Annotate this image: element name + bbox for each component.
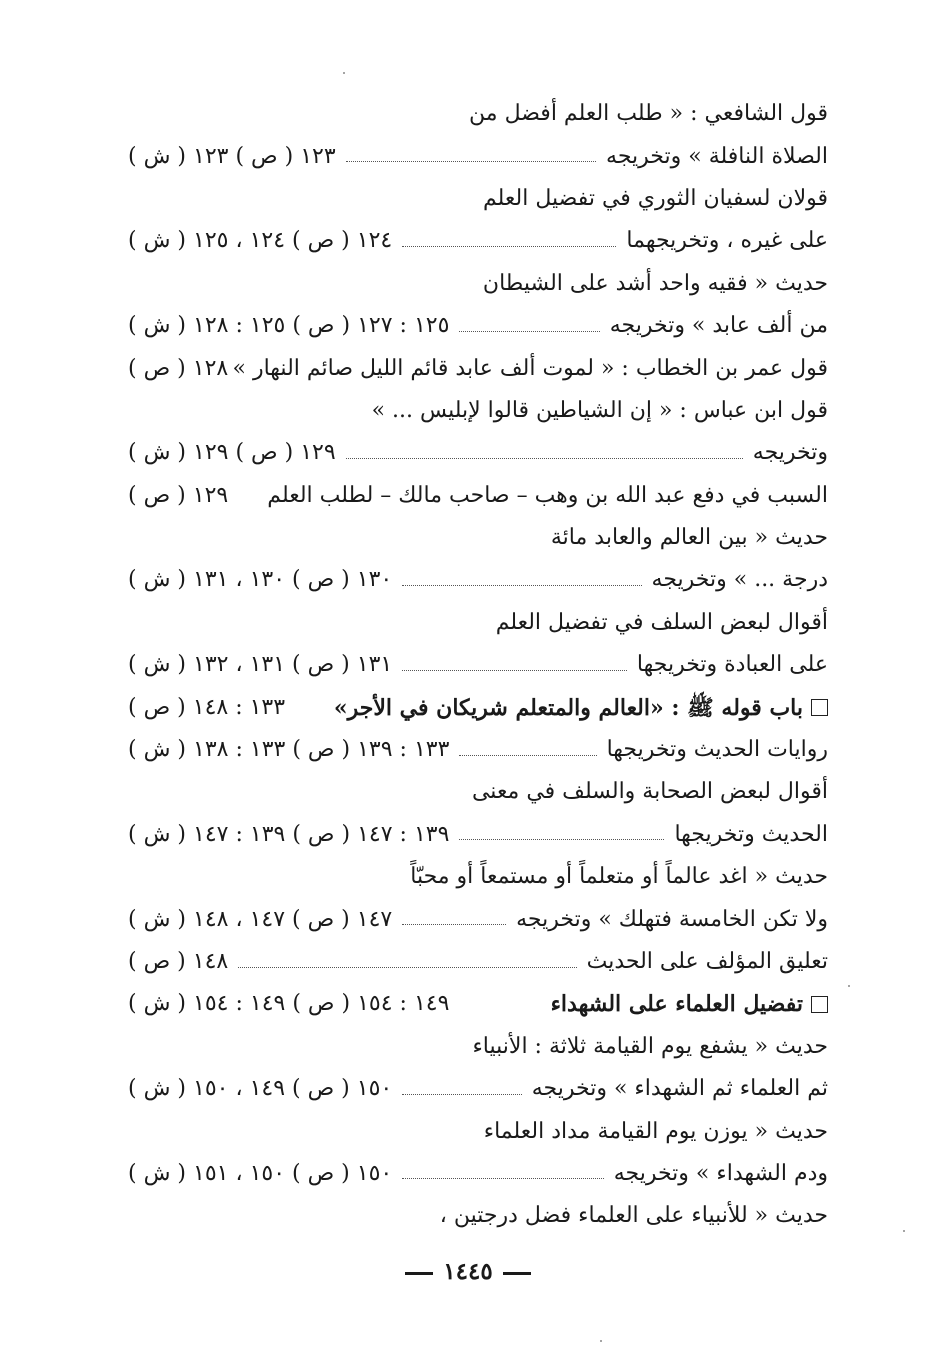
- entry-text: تفضيل العلماء على الشهداء: [550, 991, 803, 1018]
- entry-pages: ١٢٤ ( ص ) ١٢٤ ، ١٢٥ ( ش ): [128, 228, 393, 254]
- entry-pages: ١٢٨ ( ص ): [128, 355, 229, 381]
- index-entry: [128, 559, 828, 601]
- index-entry: [128, 220, 828, 262]
- entry-text: حديث « اغد عالماً أو متعلماً أو مستمعاً أو محبّاً: [410, 864, 828, 890]
- index-entry: [128, 178, 828, 220]
- entry-text: الصلاة النافلة » وتخريجه: [606, 143, 828, 169]
- entry-pages: ١٣٣ : ١٤٨ ( ص ): [128, 694, 286, 720]
- entry-text: حديث « يشفع يوم القيامة ثلاثة : الأنبياء: [472, 1033, 828, 1059]
- index-entry: [128, 1153, 828, 1195]
- scan-speck: [848, 985, 850, 987]
- entry-text: حديث « بين العالم والعابد مائة: [550, 525, 828, 551]
- square-bullet-icon: [811, 996, 828, 1013]
- index-entry: [128, 135, 828, 177]
- index-entry: [128, 93, 828, 135]
- index-section-heading: [128, 686, 828, 728]
- index-entry: [128, 856, 828, 898]
- entry-pages: ١٢٩ ( ص ) ١٢٩ ( ش ): [128, 440, 336, 466]
- index-entry: [128, 517, 828, 559]
- entry-text: درجة ... » وتخريجه: [651, 567, 828, 593]
- index-entry: [128, 1026, 828, 1068]
- entry-text: أقوال لبعض السلف في تفضيل العلم: [495, 609, 828, 635]
- dot-leader: [402, 585, 641, 586]
- index-section-heading: [128, 983, 828, 1025]
- entry-text: أقوال لبعض الصحابة والسلف في معنى: [471, 779, 828, 805]
- page-footer: [0, 1258, 936, 1285]
- entry-pages: ١٣١ ( ص ) ١٣١ ، ١٣٢ ( ش ): [128, 652, 393, 678]
- entry-text: باب قوله ﷺ : «العالم والمتعلم شريكان في الأجر»: [333, 694, 803, 721]
- dot-leader: [459, 755, 596, 756]
- dot-leader: [402, 670, 627, 671]
- index-entry: [128, 263, 828, 305]
- page-number: ١٤٤٥: [443, 1258, 493, 1285]
- dot-leader: [346, 458, 743, 459]
- entry-text: قولان لسفيان الثوري في تفضيل العلم: [482, 185, 828, 211]
- dot-leader: [402, 924, 506, 925]
- entry-pages: ١٢٣ ( ص ) ١٢٣ ( ش ): [128, 143, 336, 169]
- footer-dash-left: [405, 1272, 433, 1275]
- entry-text: تعليق المؤلف على الحديث: [586, 949, 828, 974]
- entry-text: روايات الحديث وتخريجها: [606, 737, 828, 763]
- entry-text: قول عمر بن الخطاب : « لموت ألف عابد قائم الليل صائم النهار »: [232, 355, 828, 381]
- index-entry: [128, 475, 828, 517]
- entry-pages: ١٥٠ ( ص ) ١٤٩ ، ١٥٠ ( ش ): [128, 1076, 393, 1102]
- entry-pages: ١٤٩ : ١٥٤ ( ص ) ١٤٩ : ١٥٤ ( ش ): [128, 991, 450, 1017]
- entry-pages: ١٤٧ ( ص ) ١٤٧ ، ١٤٨ ( ش ): [128, 906, 393, 932]
- entry-text: على غيره ، وتخريجهما: [626, 228, 828, 254]
- index-entry: [128, 390, 828, 432]
- entry-text: السبب في دفع عبد الله بن وهب – صاحب مالك – لطلب العلم: [267, 482, 828, 508]
- entry-text: من ألف عابد » وتخريجه: [609, 313, 828, 339]
- entry-pages: ١٣٩ : ١٤٧ ( ص ) ١٣٩ : ١٤٧ ( ش ): [128, 821, 450, 847]
- index-entry: [128, 898, 828, 940]
- entry-text: قول الشافعي : « طلب العلم أفضل من: [469, 101, 828, 127]
- dot-leader: [402, 1094, 522, 1095]
- index-entry: [128, 729, 828, 771]
- entry-text: الحديث وتخريجها: [674, 821, 828, 847]
- entry-text: حديث « للأنبياء على العلماء فضل درجتين ،: [439, 1203, 828, 1229]
- index-entry: [128, 602, 828, 644]
- scan-speck: [903, 1230, 905, 1232]
- footer-dash-right: [503, 1272, 531, 1275]
- entry-text: ودم الشهداء » وتخريجه: [613, 1160, 828, 1186]
- entry-pages: ١٥٠ ( ص ) ١٥٠ ، ١٥١ ( ش ): [128, 1160, 393, 1186]
- index-entry: [128, 347, 828, 389]
- dot-leader: [459, 839, 664, 840]
- entry-pages: ١٢٩ ( ص ): [128, 482, 229, 508]
- dot-leader: [238, 967, 576, 968]
- index-list: [128, 93, 828, 1238]
- entry-text: على العبادة وتخريجها: [636, 652, 828, 678]
- index-entry: [128, 771, 828, 813]
- entry-text: حديث « فقيه واحد أشد على الشيطان: [482, 270, 828, 296]
- entry-pages: ١٣٠ ( ص ) ١٣٠ ، ١٣١ ( ش ): [128, 567, 393, 593]
- entry-pages: ١٣٣ : ١٣٩ ( ص ) ١٣٣ : ١٣٨ ( ش ): [128, 737, 450, 763]
- entry-text: ولا تكن الخامسة فتهلك » وتخريجه: [516, 906, 828, 932]
- index-entry: [128, 1195, 828, 1237]
- scan-speck: [343, 72, 345, 74]
- entry-text: وتخريجه: [752, 440, 828, 466]
- index-entry: [128, 305, 828, 347]
- index-entry: [128, 644, 828, 686]
- dot-leader: [402, 246, 616, 247]
- entry-text: قول ابن عباس : « إن الشياطين قالوا لإبليس ... »: [371, 397, 828, 423]
- entry-text: ثم العلماء ثم الشهداء » وتخريجه: [531, 1076, 828, 1102]
- index-entry: [128, 432, 828, 474]
- dot-leader: [402, 1178, 604, 1179]
- entry-pages: ١٤٨ ( ص ): [128, 949, 229, 974]
- entry-text: حديث « يوزن يوم القيامة مداد العلماء: [483, 1118, 828, 1144]
- index-entry: [128, 1068, 828, 1110]
- scan-speck: [600, 1340, 602, 1342]
- index-entry: [128, 814, 828, 856]
- dot-leader: [459, 331, 599, 332]
- square-bullet-icon: [811, 699, 828, 716]
- entry-pages: ١٢٥ : ١٢٧ ( ص ) ١٢٥ : ١٢٨ ( ش ): [128, 313, 450, 339]
- index-entry: [128, 1110, 828, 1152]
- dot-leader: [346, 161, 596, 162]
- index-entry: [128, 941, 828, 983]
